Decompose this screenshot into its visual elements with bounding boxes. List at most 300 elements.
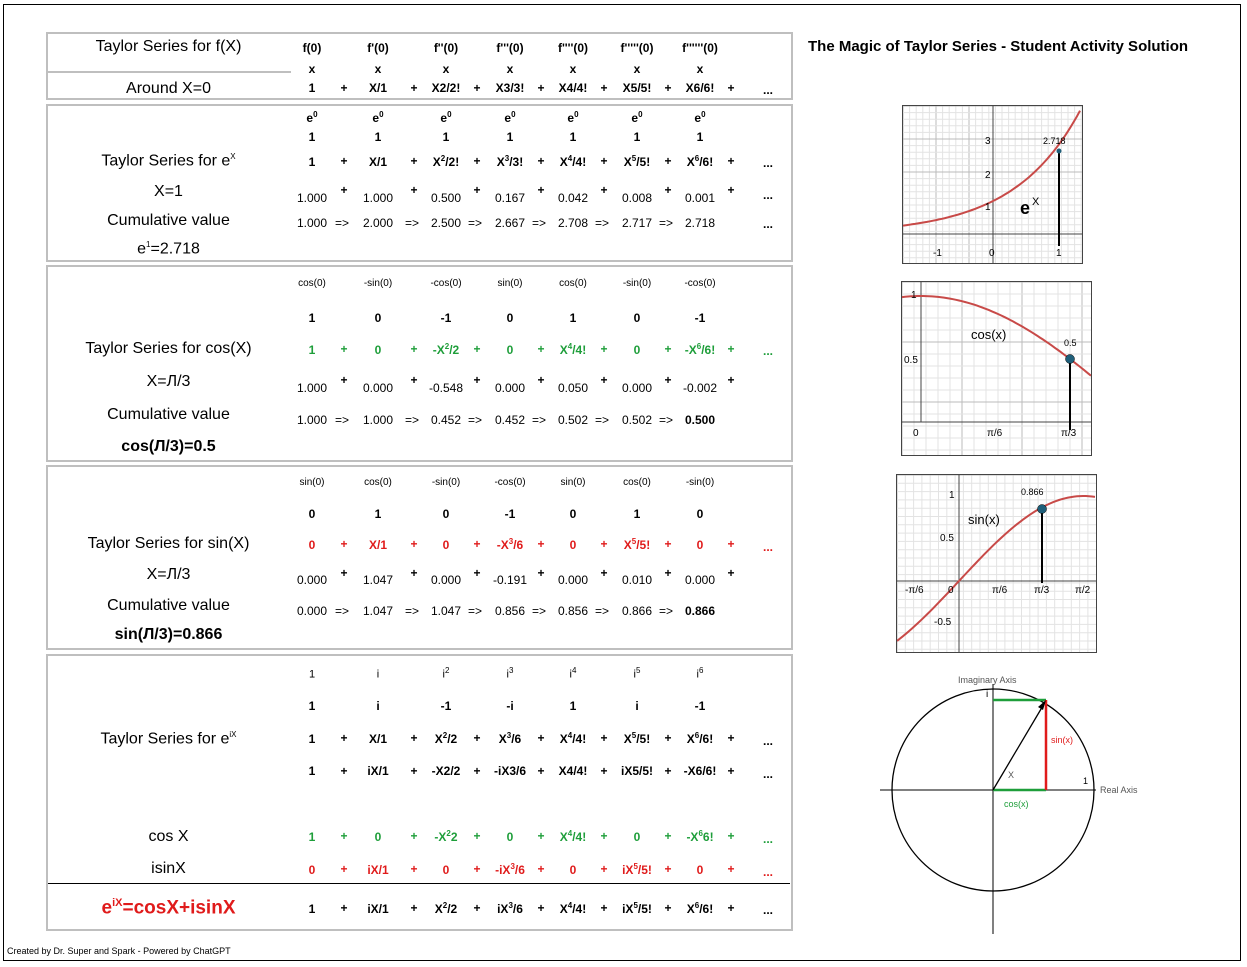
euler-final-term-power: 6 — [694, 901, 700, 910]
cos-deriv-cell: -cos(0) — [684, 278, 716, 289]
cos-arrow: => — [594, 413, 609, 427]
sin-termval-cell: 0.000 — [430, 573, 462, 587]
general-deriv-cell: f'''''(0) — [620, 41, 654, 55]
exp-tick-x-0: -1 — [933, 248, 942, 259]
euler-final-op: + — [664, 901, 672, 915]
general-x-cell: x — [442, 62, 450, 76]
exp-tick-y-1: 2 — [985, 170, 991, 181]
sin-deriv-cell: -sin(0) — [685, 477, 715, 488]
euler-isin-term-base: 0 — [569, 863, 577, 877]
sin-tv-op: + — [537, 566, 545, 580]
general-op: + — [600, 81, 608, 95]
cos-term-base: 1 — [308, 343, 316, 357]
sin-segment-label: sin(x) — [1051, 735, 1073, 745]
sin-deriv-cell: sin(0) — [299, 477, 325, 488]
cos-term — [348, 342, 408, 357]
sin-termval-cell: 0.000 — [557, 573, 589, 587]
cos-deriv-cell: sin(0) — [497, 278, 523, 289]
exp-termval-cell: 0.001 — [684, 191, 716, 205]
sin-term-base: 0 — [696, 538, 704, 552]
sin-arrow: => — [467, 604, 482, 618]
cos-cum-cell: 1.000 — [362, 413, 394, 427]
euler-isin-term — [670, 862, 730, 877]
exp-tick-y-0: 1 — [985, 202, 991, 213]
euler-isin-term-tail: /6 — [514, 863, 525, 877]
euler-cos-term — [670, 829, 730, 844]
euler-op: + — [664, 731, 672, 745]
general-x-cell: x — [633, 62, 641, 76]
sin-val-cell: 0 — [442, 507, 450, 521]
euler-op: + — [410, 731, 418, 745]
exp-termval-cell: 0.500 — [430, 191, 462, 205]
exp-val-cell: 1 — [696, 130, 704, 144]
imag-axis-label: Imaginary Axis — [958, 675, 1017, 685]
sin-point-label: 0.866 — [1021, 487, 1044, 497]
cos-cum-cell: 0.502 — [621, 413, 653, 427]
exp-op: + — [664, 154, 672, 168]
cos-term — [607, 342, 667, 357]
exp-termval-cell: 0.042 — [557, 191, 589, 205]
cos-termval-cell: 0.000 — [621, 381, 653, 395]
exp-deriv: $e^0$ — [372, 110, 384, 125]
euler-term — [670, 731, 730, 746]
general-deriv-cell: f''''(0) — [557, 41, 589, 55]
general-op: + — [664, 81, 672, 95]
euler-term — [348, 731, 408, 746]
cos-term-power: 4 — [567, 342, 573, 351]
euler-op: + — [537, 731, 545, 745]
exp-val-cell: 1 — [442, 130, 450, 144]
cos-deriv-cell: -sin(0) — [622, 278, 652, 289]
cos-term-tail: /6! — [701, 343, 716, 357]
sin-op: + — [340, 537, 348, 551]
graph-sin — [896, 474, 1097, 653]
euler-isin-term-base: 0 — [442, 863, 450, 877]
euler-term — [607, 731, 667, 746]
cos-tv-op: + — [537, 373, 545, 387]
cos-tv-op: + — [727, 373, 735, 387]
euler-term-power: 5 — [631, 731, 637, 740]
euler-cos-op: + — [340, 829, 348, 843]
exp-arrow: => — [594, 216, 609, 230]
cos-val-cell: 1 — [308, 311, 316, 325]
cos-op: + — [473, 342, 481, 356]
sin-cum-cell: 0.866 — [621, 604, 653, 618]
general-deriv-cell: f''(0) — [433, 41, 459, 55]
sin-term-tail: /5! — [636, 538, 651, 552]
euler-term-tail: /2 — [447, 732, 458, 746]
cos-deriv-cell: cos(0) — [298, 278, 326, 289]
sin-cum-cell: 0.866 — [684, 604, 716, 618]
cos-tv-op: + — [340, 373, 348, 387]
exp-term: $X^5/5$! — [623, 154, 651, 169]
euler-isin-op: + — [410, 862, 418, 876]
euler-isin-term-base: iX — [622, 863, 634, 877]
euler-term-base: X/1 — [368, 732, 387, 746]
cos-tick-x-0: 0 — [913, 428, 919, 439]
euler-isin-op: + — [664, 862, 672, 876]
sin-term-base: 0 — [569, 538, 577, 552]
exp-term: $X^6/6$! — [686, 154, 714, 169]
sin-tick-x-2: π/6 — [992, 585, 1008, 596]
sin-tv-op: + — [340, 566, 348, 580]
euler-iterm-cell: iX5/5! — [620, 764, 653, 778]
cos-arrow: => — [658, 413, 673, 427]
euler-final-ellipsis: ... — [762, 903, 773, 917]
exp-arrow: => — [404, 216, 419, 230]
cos-tick-y-1: 1 — [911, 290, 917, 301]
sin-val-cell: 0 — [308, 507, 316, 521]
sin-term — [670, 537, 730, 552]
cos-val-cell: -1 — [440, 311, 452, 325]
euler-isin-op: + — [600, 862, 608, 876]
sin-val-cell: -1 — [504, 507, 516, 521]
sin-op: + — [664, 537, 672, 551]
sin-tv-op: + — [410, 566, 418, 580]
sin-cum-cell: 1.047 — [430, 604, 462, 618]
i-label: i — [986, 689, 989, 700]
euler-iterm-cell: X4/4! — [558, 764, 588, 778]
sin-tv-op: + — [473, 566, 481, 580]
sin-term-base: X/1 — [368, 538, 387, 552]
euler-power: $i^4$ — [569, 666, 577, 681]
sin-op: + — [410, 537, 418, 551]
euler-final-term-power: 3 — [508, 901, 513, 910]
sin-tick-x-3: π/3 — [1034, 585, 1050, 596]
cos-arrow: => — [467, 413, 482, 427]
euler-final-term-base: iX/1 — [367, 902, 389, 916]
euler-iterm-cell: -X6/6! — [683, 764, 717, 778]
euler-term-power: 3 — [506, 731, 512, 740]
exp-deriv: $e^0$ — [306, 110, 318, 125]
euler-i-ellipsis: ... — [762, 767, 773, 781]
cos-term-base: -X — [684, 343, 697, 357]
one-label: 1 — [1083, 776, 1089, 786]
exp-cum-cell: 2.718 — [684, 216, 716, 230]
euler-cos-op: + — [410, 829, 418, 843]
general-ellipsis: ... — [762, 83, 773, 97]
sin-termval-cell: -0.191 — [492, 573, 528, 587]
exp-cum-cell: 2.667 — [494, 216, 526, 230]
euler-final-term-power: 4 — [567, 901, 573, 910]
euler-cos-term-base: -X — [434, 830, 447, 844]
cos-op: + — [664, 342, 672, 356]
exp-result-label: $e^1=2.718$ — [137, 240, 200, 258]
exp-term: $X^3/3$! — [496, 154, 524, 169]
euler-cos-ellipsis: ... — [762, 832, 773, 846]
euler-result-label: $e^{iX}=\cos X+isinX$ — [101, 897, 236, 919]
cos-cum-cell: 0.502 — [557, 413, 589, 427]
exp-curve-label-sup: X — [1032, 196, 1040, 208]
sin-arrow: => — [404, 604, 419, 618]
exp-curve-label: e — [1020, 198, 1031, 218]
cos-arrow: => — [404, 413, 419, 427]
exp-cum-cell: 1.000 — [296, 216, 328, 230]
euler-cos-term — [480, 829, 540, 844]
euler-isin-term — [348, 862, 408, 877]
sin-term — [416, 537, 476, 552]
euler-cos-term-tail: 6! — [702, 830, 714, 844]
sin-term — [607, 537, 667, 552]
euler-power: $i^6$ — [696, 666, 704, 681]
cos-termval-cell: 0.000 — [494, 381, 526, 395]
general-divider — [48, 71, 291, 73]
sin-tv-op: + — [727, 566, 735, 580]
general-x-cell: x — [374, 62, 382, 76]
exp-val-cell: 1 — [308, 130, 316, 144]
sin-x-label: X=Л/3 — [146, 566, 191, 583]
euler-op: + — [473, 731, 481, 745]
euler-cos-term — [282, 829, 342, 844]
sin-deriv-cell: -sin(0) — [431, 477, 461, 488]
sin-val-cell: 0 — [696, 507, 704, 521]
euler-term — [416, 731, 476, 746]
euler-power-val-cell: -1 — [694, 699, 706, 713]
euler-power-val-cell: -i — [506, 699, 514, 713]
euler-power: $i^5$ — [633, 666, 641, 681]
euler-term-power: 4 — [567, 731, 573, 740]
exp-val-cell: 1 — [374, 130, 382, 144]
cos-deriv-cell: -cos(0) — [430, 278, 462, 289]
cos-op: + — [410, 342, 418, 356]
cos-op: + — [600, 342, 608, 356]
euler-term-base: X — [623, 732, 632, 746]
panel-cos — [46, 265, 793, 462]
sin-tick-x-1: 0 — [948, 585, 954, 596]
cos-val-cell: 0 — [633, 311, 641, 325]
euler-cos-term-tail: 2 — [450, 830, 458, 844]
euler-final-op: + — [410, 901, 418, 915]
euler-cos-term-base: 0 — [633, 830, 641, 844]
exp-deriv: $e^0$ — [504, 110, 516, 125]
cos-val-cell: 0 — [506, 311, 514, 325]
euler-cos-op: + — [600, 829, 608, 843]
euler-cos-op: + — [473, 829, 481, 843]
general-term-cell: X/1 — [368, 81, 387, 95]
euler-final-term-tail: /6! — [699, 902, 714, 916]
exp-tv-op: + — [727, 183, 735, 197]
cos-term-base: 0 — [506, 343, 514, 357]
euler-isin-term-base: 0 — [696, 863, 704, 877]
exp-tv-op: + — [537, 183, 545, 197]
euler-term — [543, 731, 603, 746]
exp-tv-op: + — [473, 183, 481, 197]
euler-isin-term-power: 3 — [510, 862, 515, 871]
euler-op: + — [340, 731, 348, 745]
exp-deriv: $e^0$ — [567, 110, 579, 125]
euler-final-term-base: iX — [497, 902, 509, 916]
euler-isin-label: isinX — [151, 860, 186, 877]
cos-term-base: 0 — [374, 343, 382, 357]
euler-iterm-cell: -iX3/6 — [493, 764, 526, 778]
euler-final-op: + — [473, 901, 481, 915]
euler-cos-op: + — [727, 829, 735, 843]
exp-op: + — [600, 154, 608, 168]
cos-termval-cell: 0.000 — [362, 381, 394, 395]
euler-cos-term-base: -X — [686, 830, 699, 844]
euler-final-term-base: X — [686, 902, 695, 916]
cos-cum-cell: 0.452 — [430, 413, 462, 427]
euler-final-op: + — [537, 901, 545, 915]
cos-tv-op: + — [664, 373, 672, 387]
sin-term-tail: /6 — [513, 538, 524, 552]
general-op: + — [537, 81, 545, 95]
exp-arrow: => — [334, 216, 349, 230]
euler-cos-term — [607, 829, 667, 844]
euler-cos-term — [348, 829, 408, 844]
cos-term-base: -X — [432, 343, 445, 357]
euler-final-term — [607, 901, 667, 916]
sin-result-label: sin(Л/3)=0.866 — [114, 626, 223, 643]
sin-val-cell: 1 — [374, 507, 382, 521]
cos-term-base: X — [559, 343, 568, 357]
sin-term — [348, 537, 408, 552]
cos-tv-op: + — [600, 373, 608, 387]
general-around-label: Around X=0 — [126, 80, 211, 97]
exp-tv-op: + — [664, 183, 672, 197]
cos-term — [543, 342, 603, 357]
cos-tick-y-0: 0.5 — [904, 355, 918, 366]
euler-final-term-tail: /5! — [637, 902, 652, 916]
exp-arrow: => — [531, 216, 546, 230]
euler-final-term-base: iX — [622, 902, 634, 916]
cos-tv-op: + — [473, 373, 481, 387]
angle-x-label: X — [1008, 770, 1015, 780]
general-deriv-cell: f'(0) — [367, 41, 389, 55]
cos-termval-cell: 0.050 — [557, 381, 589, 395]
footer-credit: Created by Dr. Super and Spark - Powered by ChatGPT — [7, 946, 231, 956]
euler-isin-term-power: 5 — [633, 862, 638, 871]
euler-isin-term — [543, 862, 603, 877]
euler-power-val-cell: 1 — [569, 699, 577, 713]
euler-series-label: Taylor Series for $e^{iX}$ — [100, 730, 237, 748]
euler-isin-op: + — [340, 862, 348, 876]
general-op: + — [473, 81, 481, 95]
cos-termval-cell: 1.000 — [296, 381, 328, 395]
sin-termval-cell: 0.000 — [296, 573, 328, 587]
euler-term — [282, 731, 342, 746]
euler-i-op: + — [340, 764, 348, 778]
euler-final-term-power: 2 — [442, 901, 448, 910]
euler-isin-term-base: 0 — [308, 863, 316, 877]
euler-power: $i^2$ — [442, 666, 450, 681]
euler-cos-term-tail: /4! — [572, 830, 587, 844]
cos-val-cell: 1 — [569, 311, 577, 325]
sin-tick-y-2: -0.5 — [934, 617, 952, 628]
exp-series-label: Taylor Series for $e^X$ — [101, 152, 236, 170]
euler-power-val-cell: 1 — [308, 699, 316, 713]
euler-term-tail: /6 — [511, 732, 522, 746]
sin-term-base: 0 — [442, 538, 450, 552]
exp-deriv: $e^0$ — [694, 110, 706, 125]
exp-op: + — [410, 154, 418, 168]
euler-term-tail: /5! — [636, 732, 651, 746]
euler-term-base: X — [434, 732, 443, 746]
euler-i-op: + — [537, 764, 545, 778]
exp-cum-label: Cumulative value — [107, 212, 230, 229]
sin-curve-label: sin(x) — [968, 512, 1000, 527]
sin-term-power: 5 — [631, 537, 637, 546]
exp-term: 1 — [308, 155, 316, 169]
sin-val-cell: 0 — [569, 507, 577, 521]
euler-isin-term — [282, 862, 342, 877]
graph-exp — [902, 105, 1083, 264]
euler-term — [480, 731, 540, 746]
exp-termval-cell: 0.167 — [494, 191, 526, 205]
exp-op: + — [473, 154, 481, 168]
sin-deriv-cell: sin(0) — [560, 477, 586, 488]
euler-i-op: + — [473, 764, 481, 778]
general-x-cell: x — [506, 62, 514, 76]
cos-cum-cell: 0.500 — [684, 413, 716, 427]
sin-arrow: => — [658, 604, 673, 618]
general-term-cell: X3/3! — [495, 81, 525, 95]
general-x-cell: x — [569, 62, 577, 76]
general-op: + — [410, 81, 418, 95]
cos-result-label: cos(Л/3)=0.5 — [121, 438, 216, 455]
exp-cum-ellipsis: ... — [762, 217, 773, 231]
euler-isin-term — [607, 862, 667, 877]
cos-termval-cell: -0.548 — [428, 381, 464, 395]
euler-term-tail: /4! — [572, 732, 587, 746]
exp-cum-cell: 2.000 — [362, 216, 394, 230]
euler-term-power: 2 — [442, 731, 448, 740]
sin-ellipsis: ... — [762, 540, 773, 554]
cos-cum-cell: 1.000 — [296, 413, 328, 427]
sin-cum-cell: 1.047 — [362, 604, 394, 618]
exp-op: + — [537, 154, 545, 168]
euler-power-val-cell: i — [635, 699, 639, 713]
euler-cos-term-base: 0 — [506, 830, 514, 844]
cos-arrow: => — [531, 413, 546, 427]
sin-tv-op: + — [664, 566, 672, 580]
exp-tick-y-2: 3 — [985, 136, 991, 147]
exp-arrow: => — [467, 216, 482, 230]
general-term-cell: 1 — [308, 81, 316, 95]
sin-term-base: 0 — [308, 538, 316, 552]
euler-final-term — [348, 901, 408, 916]
exp-point-label: 2.718 — [1043, 136, 1066, 146]
cos-term — [480, 342, 540, 357]
sin-deriv-cell: cos(0) — [623, 477, 651, 488]
cos-val-cell: 0 — [374, 311, 382, 325]
sin-cum-cell: 0.856 — [494, 604, 526, 618]
exp-op: + — [727, 154, 735, 168]
cos-term-base: 0 — [633, 343, 641, 357]
sin-termval-cell: 0.010 — [621, 573, 653, 587]
euler-final-term-base: X — [434, 902, 443, 916]
euler-final-term-power: 5 — [633, 901, 638, 910]
euler-cos-term-power: 2 — [446, 829, 451, 838]
cos-x-label: X=Л/3 — [146, 373, 191, 390]
euler-cos-op: + — [664, 829, 672, 843]
cos-term — [670, 342, 730, 357]
euler-power: $i^3$ — [506, 666, 514, 681]
cos-term-power: 2 — [444, 342, 450, 351]
unit-circle — [880, 672, 1150, 934]
sin-termval-cell: 0.000 — [684, 573, 716, 587]
euler-final-term-base: X — [559, 902, 568, 916]
exp-tv-op: + — [340, 183, 348, 197]
euler-term-base: X — [559, 732, 568, 746]
euler-isin-term-base: iX/1 — [367, 863, 389, 877]
sin-arrow: => — [531, 604, 546, 618]
euler-isin-term — [416, 862, 476, 877]
euler-ellipsis: ... — [762, 734, 773, 748]
euler-power-val-cell: -1 — [440, 699, 452, 713]
euler-isin-term-base: -iX — [495, 863, 511, 877]
cos-op: + — [537, 342, 545, 356]
